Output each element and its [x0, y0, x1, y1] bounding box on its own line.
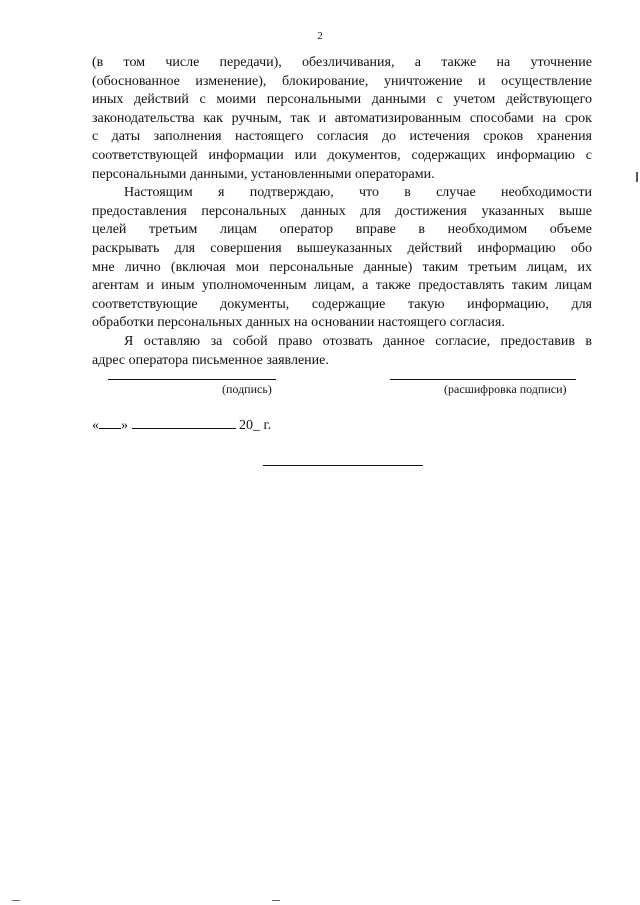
paragraph-processing-terms: [92, 54, 592, 184]
consent-text: [92, 54, 592, 370]
scan-foot-mark: [272, 900, 280, 901]
date-close-quote: »: [121, 418, 128, 433]
text-line: с даты заполнения настоящего согласия до истечения сроков хранения: [92, 129, 592, 145]
scan-edge-mark: [636, 172, 638, 182]
text-line: обработки персональных данных на основании настоящего согласия.: [92, 315, 505, 331]
text-line: персональными данными, установленными операторами.: [92, 166, 435, 182]
text-line: раскрывать для совершения вышеуказанных действий информацию обо: [92, 240, 592, 256]
paragraph-third-party-disclosure: [92, 184, 592, 333]
text-line: соответствующей информации или документов, содержащих информацию с: [92, 147, 592, 163]
text-line: иных действий с моими персональными данными с учетом действующего: [92, 92, 592, 108]
text-line: Я оставляю за собой право отозвать данное согласие, предоставив в: [124, 333, 592, 349]
text-line: целей третьим лицам оператор вправе в необходимом объеме: [92, 222, 592, 238]
text-line: законодательства как ручным, так и автоматизированным способами на срок: [92, 110, 592, 126]
text-line: адрес оператора письменное заявление.: [92, 352, 329, 368]
text-line: (в том числе передачи), обезличивания, а также на уточнение: [92, 55, 592, 70]
signature-line: [108, 379, 276, 380]
signature-caption: (подпись): [222, 382, 272, 396]
date-open-quote: «: [92, 418, 99, 433]
text-line: мне лично (включая мои персональные данные) таким третьим лицам, их: [92, 259, 592, 275]
text-line: предоставления персональных данных для достижения указанных выше: [92, 203, 592, 219]
signature-transcript-line: [390, 379, 576, 380]
paragraph-withdrawal-right: [92, 333, 592, 370]
scan-foot-mark: [12, 900, 20, 901]
month-blank: [132, 414, 236, 429]
signature-transcript-caption: (расшифровка подписи): [444, 382, 567, 396]
day-blank: [99, 414, 121, 429]
closing-rule: [263, 465, 423, 466]
page-number: 2: [317, 30, 323, 42]
text-line: Настоящим я подтверждаю, что в случае необходимости: [124, 185, 592, 201]
date-row: [92, 414, 271, 434]
year-text: 20_ г.: [239, 418, 272, 433]
text-line: соответствующие документы, содержащие такую информацию, для: [92, 296, 592, 312]
text-line: агентам и иным уполномоченным лицам, а также предоставлять таким лицам: [92, 278, 592, 294]
text-line: (обоснованное изменение), блокирование, уничтожение и осуществление: [92, 73, 592, 89]
